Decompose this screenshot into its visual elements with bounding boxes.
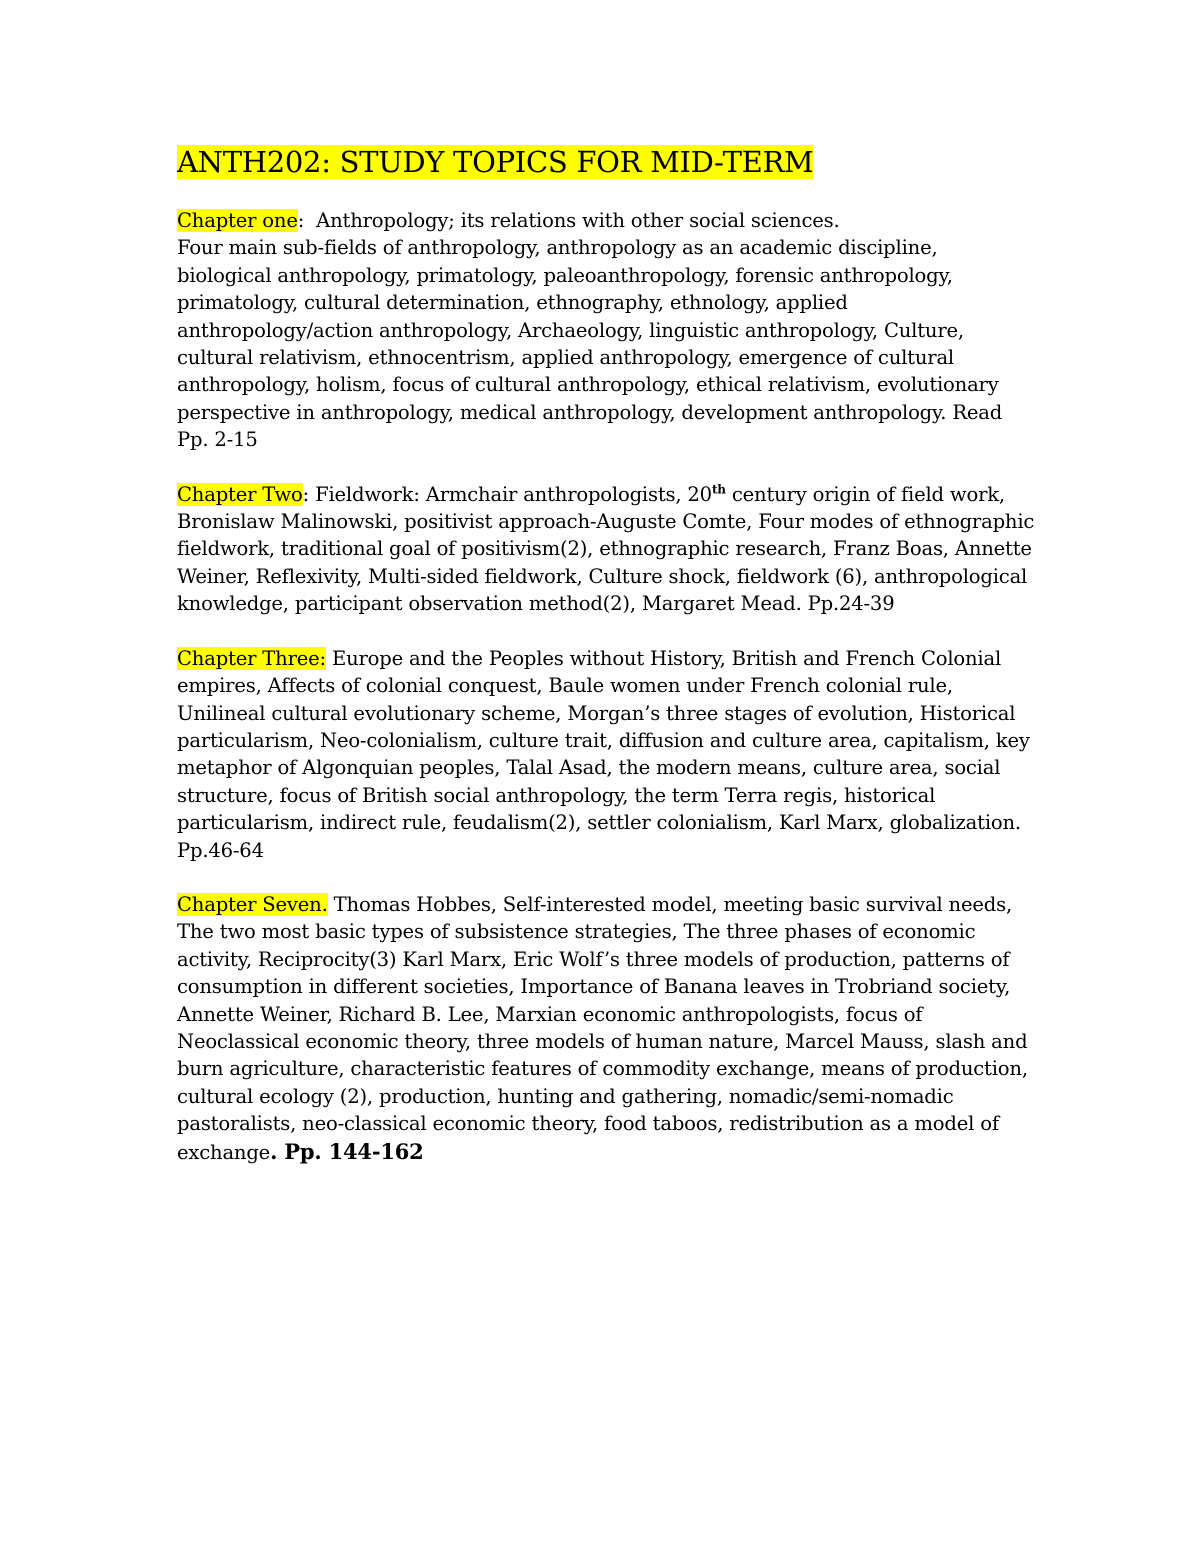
chapter-two-label: Chapter Two <box>177 482 303 506</box>
chapter-two-superscript: th <box>711 482 726 497</box>
document-page <box>177 143 1037 1193</box>
chapter-two-text-b: century origin of field work, Bronislaw Malinowski, positivist approach-Auguste Comte, Four modes of ethnographic fieldwork, traditional goal of positivism(2), ethnographic research, Franz Boas, Annette Weiner, Reflexivity, Multi-sided fieldwork, Culture shock, fieldwork (6), anthropological knowledge, participant observation method(2), Margaret Mead. Pp.24-39 <box>177 482 1035 616</box>
chapter-one-topics: Four main sub-fields of anthropology, anthropology as an academic discipline, biological anthropology, primatology, paleoanthropology, forensic anthropology, primatology, cultural determination, ethnography, ethnology, applied anthropology/action anthropology, Archaeology, linguistic anthropology, Culture, cultural relativism, ethnocentrism, applied anthropology, emergence of cultural anthropology, holism, focus of cultural anthropology, ethical relativism, evolutionary perspective in anthropology, medical anthropology, development anthropology. Read Pp. 2-15 <box>177 236 1003 452</box>
chapter-three-text: Europe and the Peoples without History, British and French Colonial empires, Affects of colonial conquest, Baule women under French colonial rule, Unilineal cultural evolutionary scheme, Morgan’s three stages of evolution, Historical particularism, Neo-colonialism, culture trait, diffusion and culture area, capitalism, key metaphor of Algonquian peoples, Talal Asad, the modern means, culture area, social structure, focus of British social anthropology, the term Terra regis, historical particularism, indirect rule, feudalism(2), settler colonialism, Karl Marx, globalization. Pp.46-64 <box>177 646 1030 862</box>
chapter-seven-pages: . Pp. 144-162 <box>270 1138 424 1164</box>
chapter-one-section <box>177 207 1037 454</box>
chapter-seven-text: Thomas Hobbes, Self-interested model, meeting basic survival needs, The two most basic types of subsistence strategies, The three phases of economic activity, Reciprocity(3) Karl Marx, Eric Wolf’s three models of production, patterns of consumption in different societies, Importance of Banana leaves in Trobriand society, Annette Weiner, Richard B. Lee, Marxian economic anthropologists, focus of Neoclassical economic theory, three models of human nature, Marcel Mauss, slash and burn agriculture, characteristic features of commodity exchange, means of production, cultural ecology (2), production, hunting and gathering, nomadic/semi-nomadic pastoralists, neo-classical economic theory, food taboos, redistribution as a model of exchange <box>177 892 1028 1164</box>
chapter-one-intro <box>177 207 1037 234</box>
chapter-three-label: Chapter Three: <box>177 646 326 670</box>
page-title <box>177 143 1037 181</box>
chapter-one-colon: : <box>297 209 305 232</box>
chapter-two-section <box>177 481 1037 618</box>
chapter-seven-section <box>177 891 1037 1166</box>
chapter-two-text-a: : Fieldwork: Armchair anthropologists, 20 <box>302 482 712 506</box>
chapter-three-topics <box>177 645 1037 864</box>
page-title-text: ANTH202: STUDY TOPICS FOR MID-TERM <box>177 145 814 179</box>
chapter-three-section <box>177 645 1037 864</box>
chapter-seven-label: Chapter Seven. <box>177 892 328 916</box>
chapter-two-topics <box>177 481 1037 618</box>
chapter-one-label: Chapter one <box>177 209 298 232</box>
chapter-one-first-line: Anthropology; its relations with other social sciences. <box>304 209 840 232</box>
chapter-seven-topics <box>177 891 1037 1166</box>
